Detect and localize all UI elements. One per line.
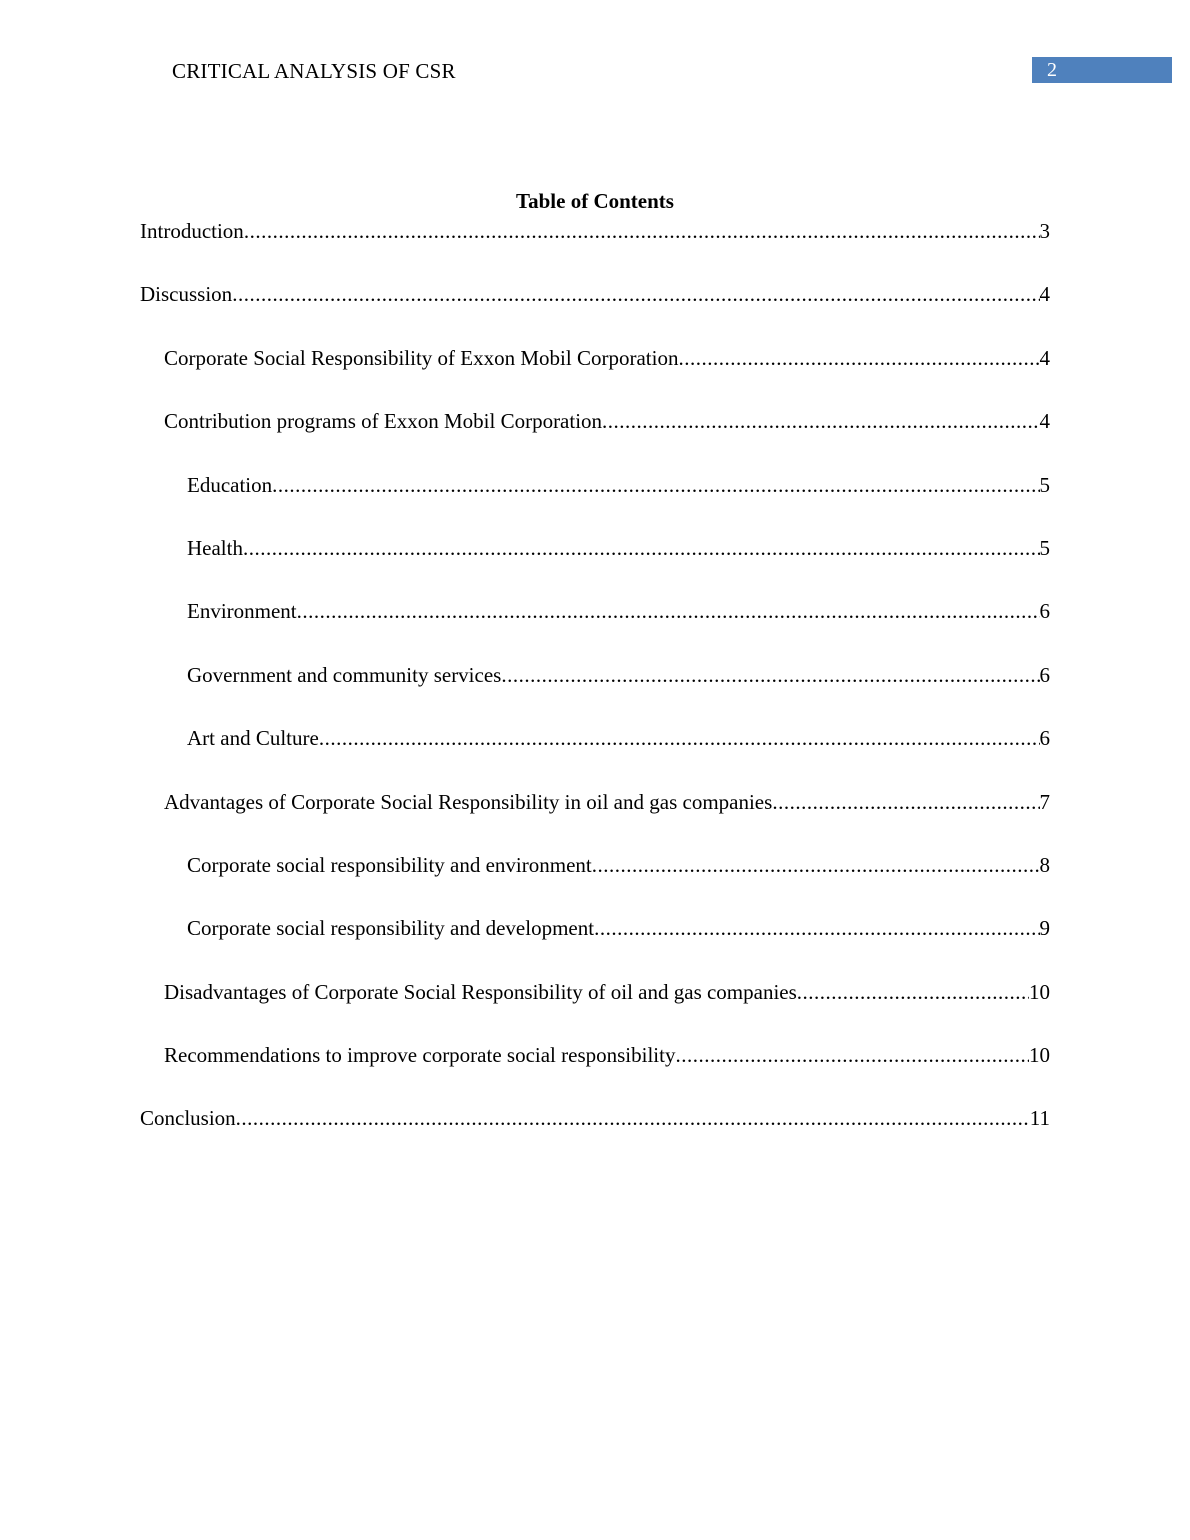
toc-dot-leader	[594, 913, 1039, 943]
toc-entry-label: Art and Culture	[187, 726, 319, 751]
toc-entry-page: 10	[1029, 979, 1050, 1004]
toc-entry-label: Environment	[187, 599, 297, 624]
toc-entry-page: 3	[1039, 219, 1050, 243]
toc-entry-health[interactable]	[140, 533, 1050, 596]
toc-entry-introduction[interactable]	[140, 216, 1050, 279]
toc-entry-art-culture[interactable]	[140, 723, 1050, 786]
toc-dot-leader	[797, 977, 1029, 1007]
toc-entry-label: Advantages of Corporate Social Responsibility in oil and gas companies	[164, 789, 773, 814]
toc-title: Table of Contents	[516, 189, 674, 213]
toc-entry-page: 4	[1039, 409, 1050, 434]
toc-entry-label: Conclusion	[140, 1106, 236, 1131]
toc-entry-page: 6	[1039, 599, 1050, 624]
toc-dot-leader	[297, 596, 1040, 626]
toc-entry-page: 6	[1039, 662, 1050, 687]
toc-dot-leader	[244, 216, 1040, 246]
toc-entry-page: 11	[1029, 1106, 1050, 1131]
toc-entry-recommendations[interactable]	[140, 1040, 1050, 1103]
toc-dot-leader	[678, 343, 1039, 373]
toc-entry-contribution-programs[interactable]	[140, 406, 1050, 469]
toc-dot-leader	[592, 850, 1040, 880]
toc-entry-page: 7	[1039, 789, 1050, 814]
running-head: CRITICAL ANALYSIS OF CSR	[172, 59, 456, 83]
toc-entry-government-community[interactable]	[140, 660, 1050, 723]
toc-entry-page: 4	[1039, 282, 1050, 307]
toc-entry-label: Discussion	[140, 282, 233, 307]
toc-entry-label: Government and community services	[187, 662, 502, 687]
toc-entry-label: Health	[187, 535, 243, 560]
toc-entry-page: 4	[1039, 345, 1050, 370]
toc-dot-leader	[319, 723, 1040, 753]
toc-dot-leader	[675, 1040, 1029, 1070]
toc-dot-leader	[243, 533, 1040, 563]
toc-entry-page: 5	[1039, 472, 1050, 497]
toc-entry-label: Disadvantages of Corporate Social Responsibility of oil and gas companies	[164, 979, 797, 1004]
toc-dot-leader	[232, 279, 1039, 309]
toc-entry-page: 6	[1039, 726, 1050, 751]
toc-dot-leader	[772, 787, 1039, 817]
toc-entry-page: 8	[1039, 852, 1050, 877]
toc-dot-leader	[501, 660, 1039, 690]
toc-entry-csr-exxon-mobil[interactable]	[140, 343, 1050, 406]
toc-entry-label: Introduction	[140, 219, 244, 243]
toc-entry-page: 10	[1029, 1043, 1050, 1068]
toc-entry-environment[interactable]	[140, 596, 1050, 659]
toc-entry-label: Contribution programs of Exxon Mobil Corporation	[164, 409, 603, 434]
table-of-contents	[140, 216, 1050, 1167]
toc-dot-leader	[272, 470, 1039, 500]
toc-entry-label: Recommendations to improve corporate social responsibility	[164, 1043, 676, 1068]
page-header	[0, 57, 1190, 85]
toc-entry-label: Corporate social responsibility and development	[187, 916, 595, 941]
page-number-badge	[1032, 57, 1172, 83]
toc-entry-advantages-csr[interactable]	[140, 787, 1050, 850]
page-number: 2	[1047, 59, 1057, 81]
toc-entry-page: 9	[1039, 916, 1050, 941]
toc-entry-discussion[interactable]	[140, 279, 1050, 342]
toc-entry-disadvantages-csr[interactable]	[140, 977, 1050, 1040]
toc-entry-page: 5	[1039, 535, 1050, 560]
toc-entry-csr-environment[interactable]	[140, 850, 1050, 913]
toc-entry-label: Education	[187, 472, 273, 497]
toc-entry-csr-development[interactable]	[140, 913, 1050, 976]
toc-dot-leader	[236, 1103, 1030, 1133]
toc-entry-education[interactable]	[140, 470, 1050, 533]
toc-entry-label: Corporate social responsibility and environment	[187, 852, 592, 877]
toc-entry-conclusion[interactable]	[140, 1103, 1050, 1166]
toc-entry-label: Corporate Social Responsibility of Exxon Mobil Corporation	[164, 345, 679, 370]
toc-dot-leader	[602, 406, 1039, 436]
